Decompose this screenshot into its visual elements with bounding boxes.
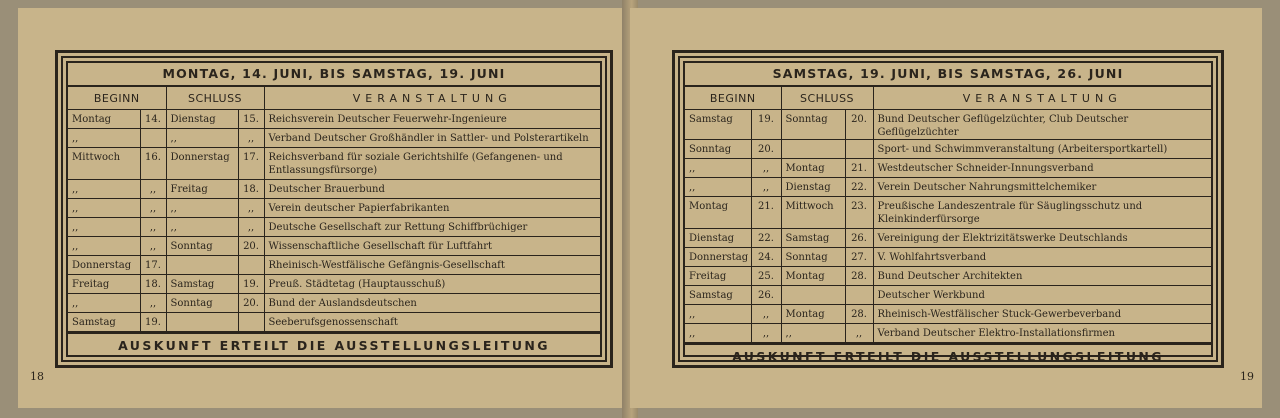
- begin-day-cell: ,,: [68, 180, 140, 199]
- end-date-cell: 17.: [238, 148, 264, 180]
- end-day-cell: Montag: [781, 159, 845, 178]
- event-cell: Preuß. Städtetag (Hauptausschuß): [264, 275, 600, 294]
- table-row: [685, 178, 1211, 197]
- begin-day-cell: ,,: [68, 218, 140, 237]
- event-cell: Reichsverein Deutscher Feuerwehr-Ingenieure: [264, 110, 600, 129]
- end-date-cell: [238, 313, 264, 332]
- begin-date-cell: ,,: [140, 180, 166, 199]
- begin-date-cell: 17.: [140, 256, 166, 275]
- begin-day-cell: Montag: [68, 110, 140, 129]
- end-day-cell: Sonntag: [781, 110, 845, 140]
- end-date-cell: ,,: [845, 324, 873, 343]
- end-day-cell: ,,: [781, 324, 845, 343]
- begin-day-cell: ,,: [685, 159, 751, 178]
- begin-date-cell: ,,: [140, 199, 166, 218]
- event-cell: Verein Deutscher Nahrungsmittelchemiker: [873, 178, 1211, 197]
- table-row: [68, 313, 600, 332]
- begin-day-cell: ,,: [68, 237, 140, 256]
- begin-date-cell: 18.: [140, 275, 166, 294]
- end-date-cell: 28.: [845, 267, 873, 286]
- event-cell: Seeberufsgenossenschaft: [264, 313, 600, 332]
- end-date-cell: 23.: [845, 197, 873, 229]
- begin-date-cell: ,,: [751, 159, 781, 178]
- event-cell: Verband Deutscher Großhändler in Sattler- und Polsterartikeln: [264, 129, 600, 148]
- table-row: [68, 237, 600, 256]
- rows-right: [685, 110, 1211, 343]
- begin-day-cell: ,,: [685, 324, 751, 343]
- schedule-table: [685, 87, 1211, 343]
- end-day-cell: [781, 286, 845, 305]
- end-day-cell: Sonntag: [166, 237, 238, 256]
- end-day-cell: ,,: [166, 199, 238, 218]
- page-number: 18: [30, 370, 44, 383]
- schedule-footer: AUSKUNFT ERTEILT DIE AUSSTELLUNGSLEITUNG: [685, 343, 1211, 369]
- event-cell: Bund Deutscher Geflügelzüchter, Club Deutscher Geflügelzüchter: [873, 110, 1211, 140]
- event-cell: V. Wohlfahrtsverband: [873, 248, 1211, 267]
- end-date-cell: 20.: [845, 110, 873, 140]
- header-beginn: BEGINN: [68, 87, 166, 110]
- table-row: [68, 256, 600, 275]
- event-cell: Deutscher Werkbund: [873, 286, 1211, 305]
- header-veranstaltung: VERANSTALTUNG: [873, 87, 1211, 110]
- header-veranstaltung: VERANSTALTUNG: [264, 87, 600, 110]
- end-date-cell: [845, 140, 873, 159]
- table-row: [68, 275, 600, 294]
- end-day-cell: ,,: [166, 129, 238, 148]
- end-day-cell: Samstag: [166, 275, 238, 294]
- end-date-cell: [845, 286, 873, 305]
- end-date-cell: 18.: [238, 180, 264, 199]
- end-day-cell: Mittwoch: [781, 197, 845, 229]
- begin-date-cell: 16.: [140, 148, 166, 180]
- begin-day-cell: ,,: [685, 305, 751, 324]
- begin-day-cell: Samstag: [685, 110, 751, 140]
- table-row: [68, 218, 600, 237]
- event-cell: Vereinigung der Elektrizitätswerke Deutschlands: [873, 229, 1211, 248]
- begin-date-cell: ,,: [751, 178, 781, 197]
- header-beginn: BEGINN: [685, 87, 781, 110]
- end-date-cell: 21.: [845, 159, 873, 178]
- begin-date-cell: ,,: [751, 324, 781, 343]
- end-date-cell: 28.: [845, 305, 873, 324]
- event-cell: Reichsverband für soziale Gerichtshilfe (Gefangenen- und Entlassungsfürsorge): [264, 148, 600, 180]
- event-cell: Wissenschaftliche Gesellschaft für Luftfahrt: [264, 237, 600, 256]
- event-cell: Bund der Auslandsdeutschen: [264, 294, 600, 313]
- header-schluss: SCHLUSS: [781, 87, 873, 110]
- table-row: [68, 199, 600, 218]
- begin-date-cell: 25.: [751, 267, 781, 286]
- page-number: 19: [1240, 370, 1254, 383]
- end-date-cell: 20.: [238, 294, 264, 313]
- page-right: [630, 8, 1262, 408]
- table-row: [685, 324, 1211, 343]
- begin-day-cell: ,,: [68, 129, 140, 148]
- table-row: [68, 294, 600, 313]
- table-row: [685, 267, 1211, 286]
- table-row: [685, 159, 1211, 178]
- begin-date-cell: [140, 129, 166, 148]
- table-row: [685, 110, 1211, 140]
- begin-day-cell: Freitag: [685, 267, 751, 286]
- begin-day-cell: Mittwoch: [68, 148, 140, 180]
- schedule-frame-left: [55, 50, 613, 368]
- begin-date-cell: 19.: [140, 313, 166, 332]
- table-row: [685, 305, 1211, 324]
- page-left: [18, 8, 626, 408]
- begin-date-cell: ,,: [751, 305, 781, 324]
- table-row: [68, 148, 600, 180]
- event-cell: Rheinisch-Westfälische Gefängnis-Gesellschaft: [264, 256, 600, 275]
- event-cell: Deutscher Brauerbund: [264, 180, 600, 199]
- begin-date-cell: ,,: [140, 237, 166, 256]
- end-day-cell: [166, 256, 238, 275]
- begin-date-cell: 14.: [140, 110, 166, 129]
- event-cell: Verband Deutscher Elektro-Installationsfirmen: [873, 324, 1211, 343]
- begin-date-cell: ,,: [140, 218, 166, 237]
- end-day-cell: Sonntag: [166, 294, 238, 313]
- begin-day-cell: Samstag: [68, 313, 140, 332]
- schedule-title: MONTAG, 14. JUNI, BIS SAMSTAG, 19. JUNI: [68, 63, 600, 87]
- rows-left: [68, 110, 600, 332]
- schedule-title: SAMSTAG, 19. JUNI, BIS SAMSTAG, 26. JUNI: [685, 63, 1211, 87]
- schedule-footer: AUSKUNFT ERTEILT DIE AUSSTELLUNGSLEITUNG: [68, 332, 600, 358]
- begin-date-cell: ,,: [140, 294, 166, 313]
- end-day-cell: Dienstag: [781, 178, 845, 197]
- end-date-cell: ,,: [238, 218, 264, 237]
- end-date-cell: 20.: [238, 237, 264, 256]
- begin-date-cell: 22.: [751, 229, 781, 248]
- end-date-cell: ,,: [238, 199, 264, 218]
- table-row: [685, 248, 1211, 267]
- end-day-cell: Montag: [781, 305, 845, 324]
- end-day-cell: [166, 313, 238, 332]
- event-cell: Bund Deutscher Architekten: [873, 267, 1211, 286]
- end-day-cell: Donnerstag: [166, 148, 238, 180]
- end-date-cell: 26.: [845, 229, 873, 248]
- table-row: [68, 110, 600, 129]
- end-date-cell: 15.: [238, 110, 264, 129]
- begin-day-cell: Montag: [685, 197, 751, 229]
- header-schluss: SCHLUSS: [166, 87, 264, 110]
- table-row: [685, 197, 1211, 229]
- event-cell: Sport- und Schwimmveranstaltung (Arbeitersportkartell): [873, 140, 1211, 159]
- begin-day-cell: Donnerstag: [685, 248, 751, 267]
- begin-day-cell: Donnerstag: [68, 256, 140, 275]
- begin-date-cell: 26.: [751, 286, 781, 305]
- table-row: [685, 286, 1211, 305]
- schedule-table: [68, 87, 600, 332]
- end-date-cell: [238, 256, 264, 275]
- event-cell: Westdeutscher Schneider-Innungsverband: [873, 159, 1211, 178]
- begin-date-cell: 19.: [751, 110, 781, 140]
- table-row: [685, 140, 1211, 159]
- event-cell: Verein deutscher Papierfabrikanten: [264, 199, 600, 218]
- event-cell: Preußische Landeszentrale für Säuglingsschutz und Kleinkinderfürsorge: [873, 197, 1211, 229]
- schedule-frame-right: [672, 50, 1224, 368]
- table-row: [685, 229, 1211, 248]
- begin-date-cell: 21.: [751, 197, 781, 229]
- end-date-cell: 19.: [238, 275, 264, 294]
- end-day-cell: Freitag: [166, 180, 238, 199]
- event-cell: Rheinisch-Westfälischer Stuck-Gewerbeverband: [873, 305, 1211, 324]
- begin-date-cell: 20.: [751, 140, 781, 159]
- begin-day-cell: ,,: [68, 199, 140, 218]
- begin-day-cell: Samstag: [685, 286, 751, 305]
- end-day-cell: [781, 140, 845, 159]
- begin-day-cell: ,,: [68, 294, 140, 313]
- end-day-cell: Sonntag: [781, 248, 845, 267]
- begin-day-cell: Dienstag: [685, 229, 751, 248]
- begin-day-cell: ,,: [685, 178, 751, 197]
- end-day-cell: ,,: [166, 218, 238, 237]
- end-date-cell: 27.: [845, 248, 873, 267]
- end-day-cell: Samstag: [781, 229, 845, 248]
- end-day-cell: Dienstag: [166, 110, 238, 129]
- end-day-cell: Montag: [781, 267, 845, 286]
- end-date-cell: ,,: [238, 129, 264, 148]
- begin-day-cell: Freitag: [68, 275, 140, 294]
- table-row: [68, 180, 600, 199]
- end-date-cell: 22.: [845, 178, 873, 197]
- begin-date-cell: 24.: [751, 248, 781, 267]
- event-cell: Deutsche Gesellschaft zur Rettung Schiffbrüchiger: [264, 218, 600, 237]
- table-row: [68, 129, 600, 148]
- begin-day-cell: Sonntag: [685, 140, 751, 159]
